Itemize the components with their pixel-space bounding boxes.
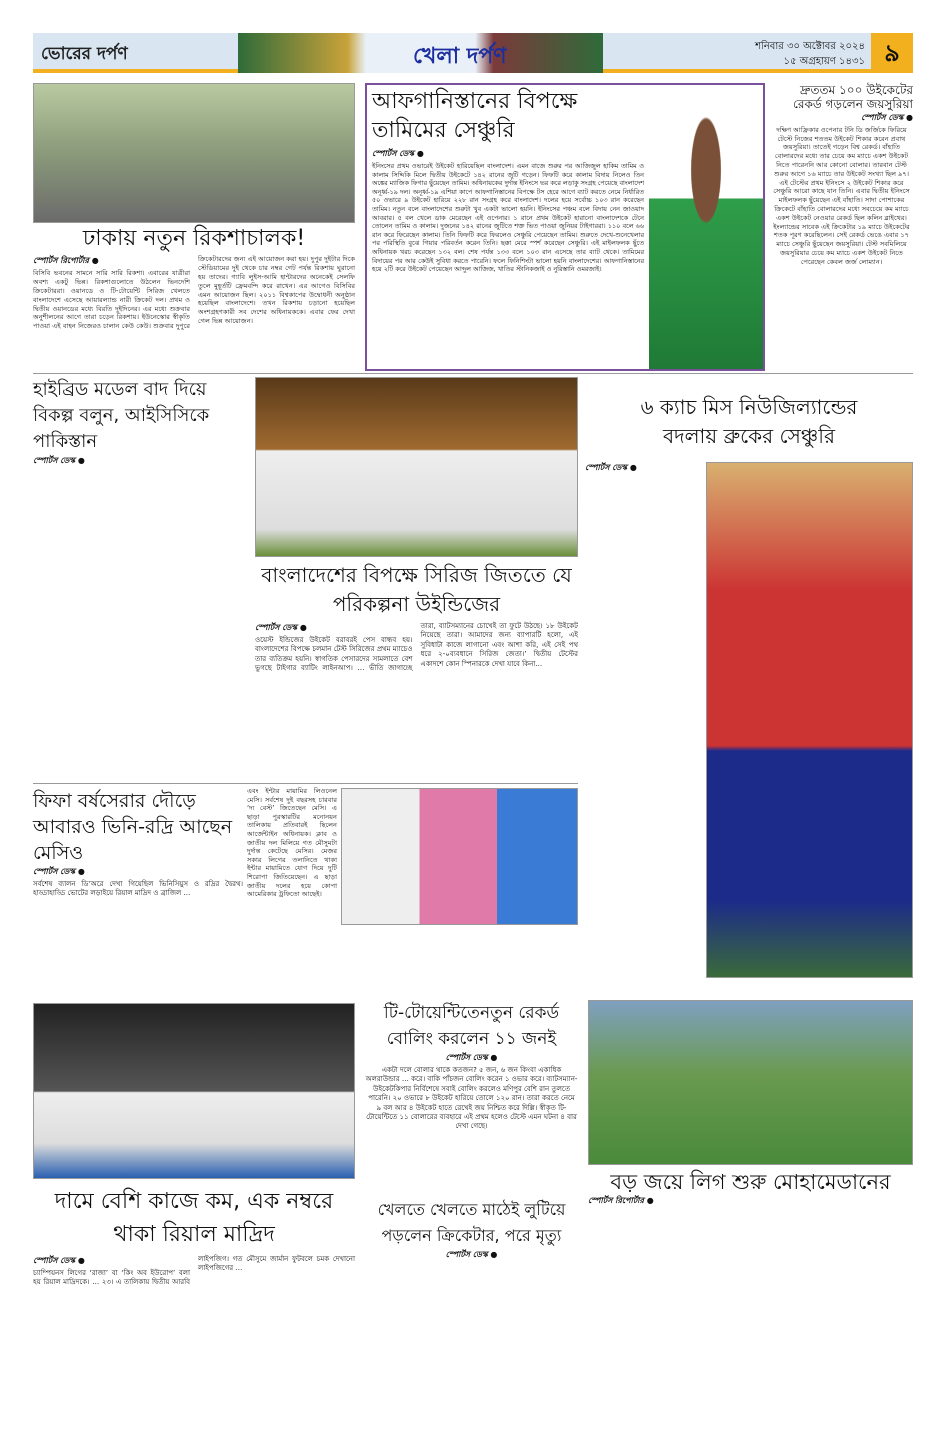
tamim-headline: [372, 87, 644, 145]
masthead-bar: [33, 33, 913, 73]
mohammedan-photo: [588, 1000, 913, 1165]
byline: স্পোর্টস ডেস্ক ●: [861, 112, 913, 122]
page-number: ৯: [871, 33, 913, 73]
byline: স্পোর্টস ডেস্ক ●: [255, 623, 307, 632]
windies-columns: [255, 622, 578, 674]
headline-line: তামিমের সেঞ্চুরি: [372, 118, 515, 143]
rickshaw-article: [33, 226, 355, 331]
divider: [33, 373, 913, 374]
tamim-article: [372, 87, 644, 274]
hybrid-article: [33, 377, 251, 469]
windies-photo: [255, 377, 578, 557]
article-body: চ্যাম্পিয়নস লিগের ‘রাজা’ বা ‘কিং অব ইউরোপ’ বলা হয় রিয়াল মাদ্রিদকে। … ২৩। এ তালিকায় দ্বিতীয় আরবি লাইপজিগ। গত মৌসুমে জার্মান ফুটবলে চমক দেখানো লাইপজিগের …: [33, 1255, 355, 1287]
headline-line: ৬ ক্যাচ মিস নিউজিল্যান্ডের: [640, 395, 858, 419]
byline: স্পোর্টস ডেস্ক ●: [33, 1256, 85, 1265]
fifa-article: [33, 788, 243, 899]
t20-headline: টি-টোয়েন্টিতেনতুন রেকর্ড বোলিং করলেন ১১ জনই: [383, 1003, 560, 1049]
article-body: ইনিংসের প্রথম ওভারেই উইকেট হারিয়েছিল বাংলাদেশ। এমন বাজে শুরুর পর আজিজুল হাকিম তামিম ও কালাম সিদ্দিকি মিলে দ্বিতীয় উইকেটে ১৪২ রানের জুটি গড়েন। ফিফটি করে কালাম বিদায় নিলেও তিন অঙ্কের ম্যাজিক ফিগার ছুঁয়েছেন তামিম। অধিনায়কের দুর্দান্ত ইনিংসে ভর করে লড়াকু সংগ্রহ পেয়েছে বাংলাদেশ অনূর্ধ্ব-১৯ দল। অনূর্ধ্ব-১৯ এশিয়া কাপে আফগানিস্তানের বিপক্ষে টস হেরে আগে ব্যাট করতে নেমে নির্ধারিত ৫০ ওভারে ৯ উইকেট হারিয়ে ২২৮ রান সংগ্রহ করে বাংলাদেশ। দলের হয়ে সর্বোচ্চ ১০৩ রান করেছেন তামিম। নতুন বলে বাংলাদেশের শুরুটা খুব একটা ভালো হয়নি। ইনিংসের পঞ্চম বলে বিদায় নেন জাওয়াদ আবরার। ৫ বল খেলে ডাক মেরেছেন এই ওপেনার। ১ রানে প্রথম উইকেট হারানো বাংলাদেশকে টেনে তোলেন তামিম ও কালাম। দুজনের ১৪২ রানের জুটিতে শক্ত ভিত পাওয়া জুনিয়র টাইগাররা। ১১০ বলে ৬৬ রান করে ফিরেছেন কালাম। তিনি ফিফটি করে ফিরলেও সেঞ্চুরি পেয়েছেন তামিম। শুরুতে দেখে-শুনেখেলার পর পরিস্থিতি বুঝে গিয়ার পরিবর্তন করেন তিনি। ছক্কা মেরে স্পর্শ করেছেন সেঞ্চুরি। এই মাইলফলক ছুঁতে অধিনায়ক খরচ করেছেন ১৩২ বল। শেষ পর্যন্ত ১৩৩ বলে ১০৩ রান এসেছে তার ব্যাট থেকে। তামিমের বিদায়ের পর আর কেউই সুবিধা করতে পারেনি। ফলে ফিনিশিংটা ভালো হয়নি বাংলাদেশের। আফগানিস্তানের হয়ে ২টি করে উইকেট পেয়েছেন আব্দুল আজিজ, খাতির স্টানিকজাই ও নুরিস্তানি ওমরজাই।: [372, 162, 644, 274]
jayasuriya-headline: দ্রুততম ১০০ উইকেটের রেকর্ড গড়লেন জয়সুরিয়া: [793, 83, 913, 112]
cricketer-article: [365, 1197, 578, 1263]
rickshaw-headline: ঢাকায় নতুন রিকশাচালক!: [82, 226, 306, 251]
brook-headline: [585, 393, 913, 451]
byline: স্পোর্টস ডেস্ক ●: [445, 1250, 498, 1259]
tamim-feature-box: [365, 83, 765, 371]
windies-article: [255, 561, 578, 674]
date-gregorian: শনিবার ৩০ অক্টোবর ২০২৪: [755, 41, 865, 52]
real-headline: দামে বেশি কাজে কম, এক নম্বরে থাকা রিয়াল মাদ্রিদ: [54, 1189, 334, 1247]
fifa-headline: ফিফা বর্ষসেরার দৌড়ে আবারও ভিনি-রদ্রি আছেন মেসিও: [33, 790, 233, 864]
date-bengali: ১৫ অগ্রহায়ণ ১৪৩১: [783, 56, 865, 67]
hybrid-headline: হাইব্রিড মডেল বাদ দিয়ে বিকল্প বলুন, আইসিসিকে পাকিস্তান: [33, 379, 210, 452]
section-title: খেলা দর্পণ: [413, 44, 507, 69]
brook-article: [585, 462, 703, 476]
mohammedan-article: [588, 1170, 913, 1209]
byline: স্পোর্টস ডেস্ক ●: [585, 463, 637, 472]
article-body: সর্বশেষ ব্যালন ডি’অরে দেখা গিয়েছিল ভিনিসিয়ুস ও রদ্রির দ্বৈরথ। হাড্ডাহাড্ডি ভোটের লড়াইয়ে রিয়াল মাদ্রিদ ও ব্রাজিল …: [33, 880, 243, 898]
mohammedan-headline: বড় জয়ে লিগ শুরু মোহামেডানের: [610, 1170, 891, 1194]
headline-line: বদলায় ব্রুকের সেঞ্চুরি: [662, 424, 835, 448]
real-madrid-photo: [33, 1003, 355, 1179]
windies-headline: বাংলাদেশের বিপক্ষে সিরিজ জিততে যে পরিকল্পনা উইন্ডিজের: [261, 563, 572, 616]
byline: স্পোর্টস ডেস্ক ●: [445, 1053, 498, 1062]
rickshaw-columns: [33, 255, 355, 331]
byline: স্পোর্টস ডেস্ক ●: [33, 456, 85, 465]
newspaper-logo: ভোরের দর্পণ: [41, 44, 128, 64]
byline: স্পোর্টস ডেস্ক ●: [33, 867, 85, 876]
article-body: একটা দলে বোলার থাকে কতজন? ৫ জন, ৬ জন কিংবা একাধিক অলরাউন্ডার … করে। বাকি পাঁচজন বোলিং করেন ১ ওভার করে। ব্যাটসম্যান-উইকেটকিপার নির্বিশেষে সবাই বোলিং করলেও মণিপুর বেশি রান তুলতে পারেনি। ২০ ওভারে ৮ উইকেট হারিয়ে তোলে ১২০ রান। তারা করতে নেমে ৯ বল আর ৪ উইকেট হাতে রেখেই জয় নিশ্চিত করে দিল্লি। স্বীকৃত টি-টোয়েন্টিতে ১১ বোলারের ব্যবহারে এই প্রথম হলেও টেস্টে এমন ঘটনা ৪ বার দেখা গেছে।: [365, 1066, 578, 1131]
byline: স্পোর্টস রিপোর্টার ●: [33, 256, 99, 266]
article-body: ওয়েস্ট ইন্ডিজের উইকেট বরাবরই পেস বান্ধব হয়। বাংলাদেশের বিপক্ষে চলমান টেস্ট সিরিজের প্রথম ম্যাচেও তার ব্যতিক্রম হয়নি। স্বাগতিক পেসারদের সামলাতে বেশ ভুগছে টাইগার ব্যাটিং লাইনআপ। … ভীতি জাগাচ্ছে তারা, ব্যাটসম্যানের চোখেই তা ফুটে উঠছে। ১৮ উইকেট নিয়েছে তারা। আমাদের জন্য ব্যাপারটি হলো, এই সুবিধাটা কাজে লাগানো এবং আশা করি, এই সেই পথ ধরে ২-০ব্যবধানে সিরিজ জেতা।’ দ্বিতীয় টেস্টের একাদশে কোন স্পিনারকে দেখা যাবে কিনা…: [255, 622, 578, 673]
fifa-side-column: এবং ইন্টার মায়ামির লিওনেল মেসি। সর্বশেষ দুই বছরসহ চারবার ‘দ্য বেস্ট’ জিতেছেন মেসি। এ ছাড়া পুরস্কারটির মনোনয়ন তালিকায় প্রতিবারই ছিলেন আর্জেন্টাইন অধিনায়ক। ক্লাব ও জাতীয় দল মিলিয়ে গত মৌসুমটা দুর্দান্ত কেটেছে মেসির। মেজর সকার লিগের তলানিতে থাকা ইন্টার মায়ামিতে যোগ দিয়ে দুটি শিরোপা জিতিয়েছেন। এ ছাড়া জাতীয় দলের হয়ে কোপা আমেরিকার ট্রফিতো আছেই।: [247, 787, 337, 899]
byline: স্পোর্টস রিপোর্টার ●: [588, 1196, 654, 1206]
real-columns: [33, 1255, 355, 1288]
real-article: [33, 1185, 355, 1288]
byline: স্পোর্টস ডেস্ক ●: [372, 149, 424, 158]
brook-photo: [706, 462, 913, 978]
headline-line: আফগানিস্তানের বিপক্ষে: [372, 89, 578, 114]
divider: [33, 783, 578, 784]
date-line: [755, 39, 865, 69]
rickshaw-photo: [33, 83, 355, 223]
article-body: বিসিবি ভবনের সামনে সারি সারি রিকশা। এবারের যাত্রীরা অবশ্য একটু ভিন্ন। রিকশাগুলোতে উঠলেন ভিনদেশি ক্রিকেটাররা। ওয়ানডে ও টি-টোয়েন্টি সিরিজ খেলতে বাংলাদেশে এসেছে আয়ারল্যান্ড নারী ক্রিকেট দল। প্রথম ও দ্বিতীয় ওয়ানডের মধ্যে বিরতি দুইদিনের। এর মধ্যে শুক্রবার অনুশীলনের আগে তারা চড়েন রিকশায়। ইউনেস্কোর স্বীকৃতি পাওয়া এই বাহন নিজেরও চালান কেউ কেউ। শুক্রবার দুপুরে ক্রিকেটারদের জন্য এই আয়োজন করা হয়। দুপুর দুইটার দিকে স্টেডিয়ামের দুই থেকে চার নম্বর গেট পর্যন্ত রিকশায় ঘুরানো হয় তাদের। গ্যাবি লুইস-আমি হান্টারদের অনেকেই সেলফি তুলে মুহূর্তটি ফ্রেমবন্দি করে রাখেন। এর আগেও বিসিবির এমন আয়োজন ছিল। ২০১১ বিশ্বকাপের উদ্বোধনী অনুষ্ঠান হয়েছিল বাংলাদেশে। তখন রিকশায় চড়ানো হয়েছিল অংশগ্রহণকারী সব দেশের অধিনায়ককে। এবার ফের দেখা গেল ভিন্ন আয়োজন।: [33, 255, 355, 331]
article-body: দক্ষিণ আফ্রিকার ওপেনার টনি ডি জর্জিকে ফিরিয়ে টেস্টে নিজের শততম উইকেট শিকার করেন প্রবাথ জয়সুরিয়া। তাতেই গড়েন বিশ্ব রেকর্ড। বাঁহাতি বোলারদের মধ্যে তার চেয়ে কম ম্যাচে একশ উইকেট নিতে পারেননি আর কোনো বোলার। তারবান টেস্ট শুরুর আগে ১৬ ম্যাচে তার উইকেট সংখ্যা ছিল ৯৭। এই টেস্টের প্রথম ইনিংসে ২ উইকেট শিকার করে সেঞ্চুরি আরো কাছে যান তিনি। এবার দ্বিতীয় ইনিংসে মাইলফলক ছুঁয়েছেন এই বাঁহাতি। সাদা পোশাকের ক্রিকেটে বাঁহাতি বোলারদের মধ্যে সবচেয়ে কম ম্যাচে একশ উইকেট নেওয়ার রেকর্ড ছিল কলিন ব্লাইথের। ইংল্যান্ডের সাবেক এই ক্রিকেটার ১৯ ম্যাচে উইকেটের শতক পূরণ করেছিলেন। সেই রেকর্ড ভেঙে এবার ১৭ ম্যাচে সেঞ্চুরি ছুঁয়েছেন জয়সুরিয়া। টেস্ট সবমিলিয়ে জয়সুরিয়ার চেয়ে কম ম্যাচে একশ উইকেট নিতে পেরেছেন কেবল জর্জ লোম্যান।: [773, 125, 910, 266]
fifa-players-photo: [341, 788, 578, 925]
tamim-photo: [649, 85, 763, 369]
cricketer-headline: খেলতে খেলতে মাঠেই লুটিয়ে পড়লেন ক্রিকেটার, পরে মৃত্যু: [377, 1200, 566, 1245]
t20-article: [365, 1000, 578, 1132]
jayasuriya-article: [770, 83, 913, 267]
